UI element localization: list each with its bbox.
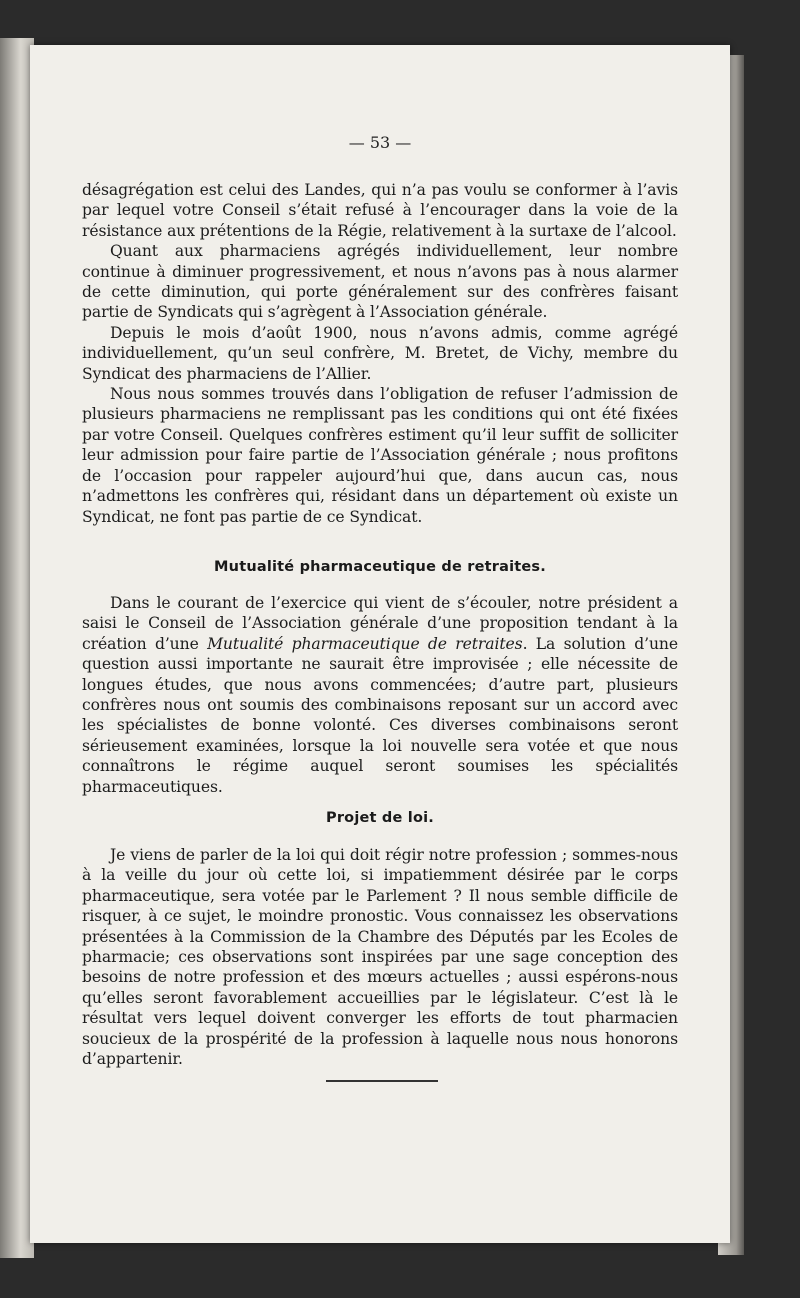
paragraph-agreges: Quant aux pharmaciens agrégés individuellement, leur nombre continue à diminuer progressivement, et nous n’avons pas à nous alarmer de cette diminution, qui porte généralement sur des confrères faisant partie de Syndicats qui s’agrègent à l’Association générale. <box>82 242 678 322</box>
section-mutualite <box>82 593 678 797</box>
paragraph-projet-de-loi: Je viens de parler de la loi qui doit régir notre profession ; sommes-nous à la veille du jour où cette loi, si impatiemment désirée par le corps pharmaceutique, sera votée par le Parlement ? Il nous semble difficile de risquer, à ce sujet, le moindre pronostic. Vous connaissez les observations présentées à la Commission de la Chambre des Députés par les Ecoles de pharmacie; ces observations sont inspirées par une sage conception des besoins de notre profession et des mœurs actuelles ; aussi espérons-nous qu’elles seront favorablement accueillies par le législateur. C’est là le résultat vers lequel doivent converger les efforts de tout pharmacien soucieux de la prospérité de la profession à laquelle nous nous honorons d’appartenir. <box>82 846 678 1069</box>
book-page <box>30 45 730 1243</box>
paragraph-mutualite-title: Mutualité pharmaceutique de retraites <box>207 634 523 653</box>
section-projet-de-loi <box>82 845 678 1069</box>
page-number: — 53 — <box>348 133 412 152</box>
section-associations <box>82 180 678 527</box>
paragraph-mutualite-end: . La solution d’une question aussi importante ne saurait être improvisée ; elle nécessite de longues études, que nous avons commencées; d’autre part, plusieurs confrères nous ont soumis des combinaisons reposant sur un accord avec les spécialistes de bonne volonté. Ces diverses combinaisons seront sérieusement examinées, lorsque la loi nouvelle sera votée et que nous connaîtrons le régime auquel seront soumises les spécialités pharmaceutiques. <box>82 634 678 796</box>
facing-page-edge <box>0 38 34 1258</box>
heading-mutualite: Mutualité pharmaceutique de retraites. <box>214 559 546 575</box>
heading-projet-de-loi: Projet de loi. <box>326 810 434 826</box>
end-rule <box>326 1080 438 1082</box>
paragraph-mutualite <box>82 593 678 797</box>
paragraph-refus: Nous nous sommes trouvés dans l’obligation de refuser l’admission de plusieurs pharmaciens ne remplissant pas les conditions qui ont été fixées par votre Conseil. Quelques confrères estiment qu’il leur suffit de solliciter leur admission pour faire partie de l’Association générale ; nous profitons de l’occasion pour rappeler aujourd’hui que, dans aucun cas, nous n’admettons les confrères qui, résidant dans un département où existe un Syndicat, ne font pas partie de ce Syndicat. <box>82 385 678 526</box>
paragraph-admissions: Depuis le mois d’août 1900, nous n’avons admis, comme agrégé individuellement, qu’un seul confrère, M. Bretet, de Vichy, membre du Syndicat des pharmaciens de l’Allier. <box>82 323 678 383</box>
paragraph-mutualite-start: Dans le courant de l’exercice qui vient de s’écouler, notre président a saisi le Conseil de l’Association générale d’une proposition tendant à la création d’une <box>82 594 678 653</box>
paragraph-landes: désagrégation est celui des Landes, qui n’a pas voulu se conformer à l’avis par lequel votre Conseil s’était refusé à l’encourager dans la voie de la résistance aux prétentions de la Régie, relativement à la surtaxe de l’alcool. <box>82 181 678 240</box>
